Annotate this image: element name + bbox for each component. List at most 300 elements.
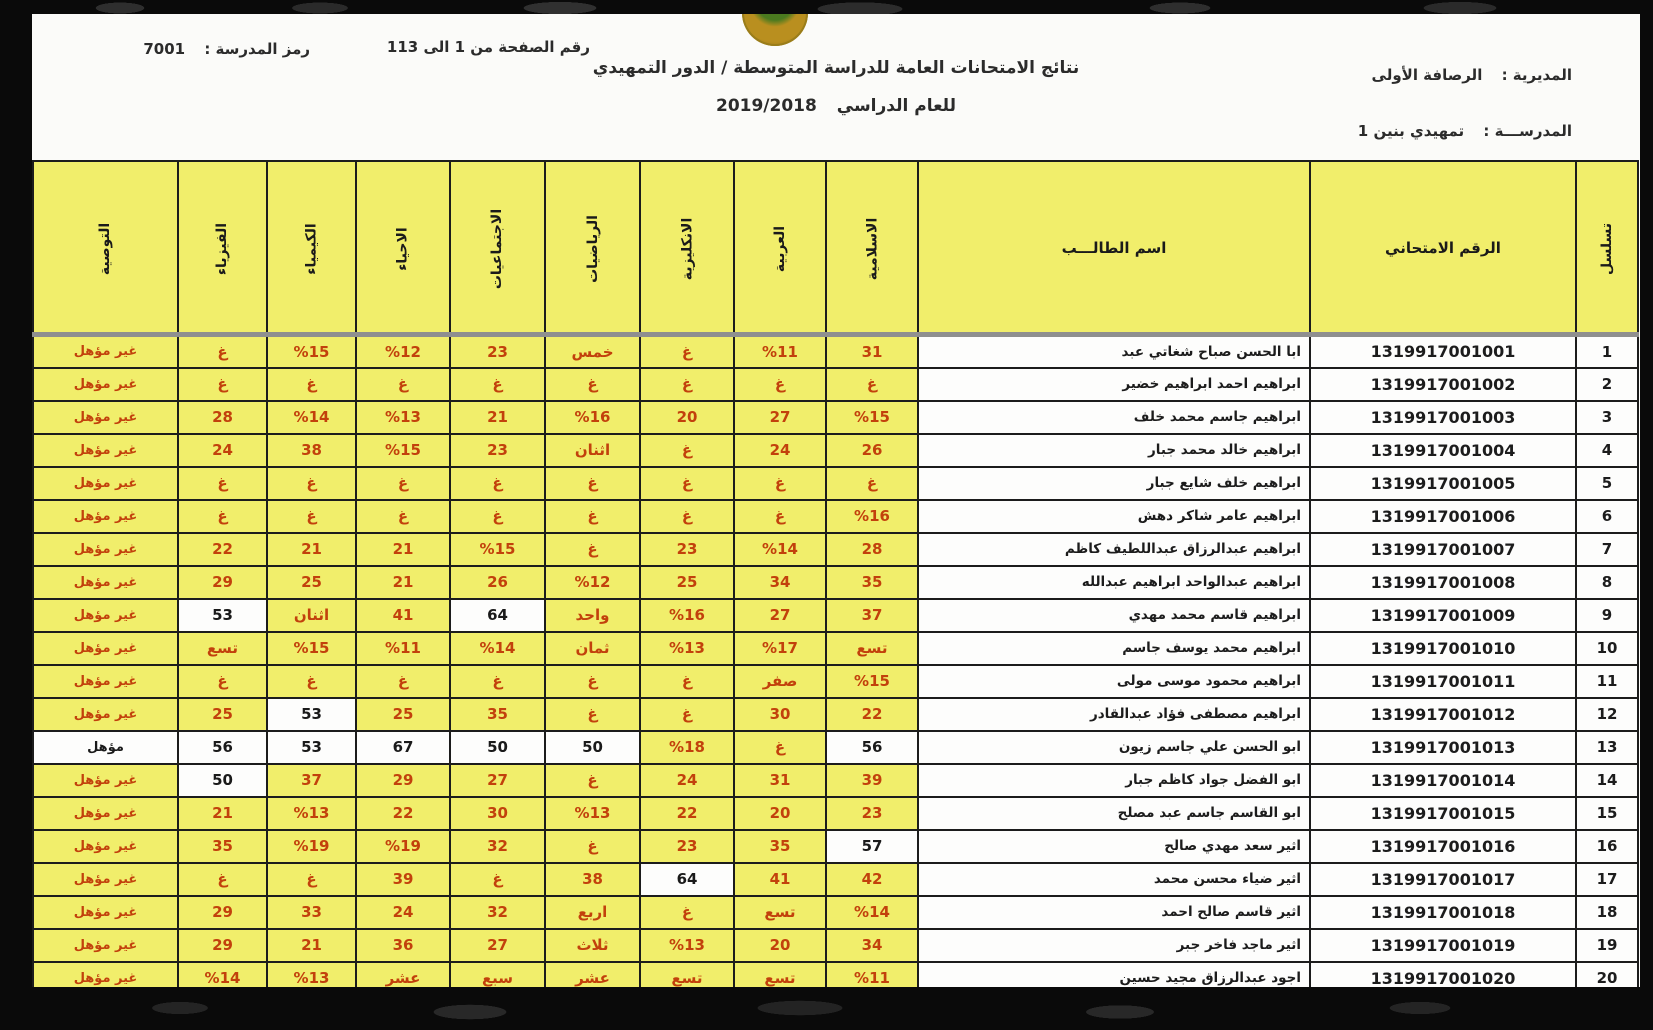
student-row <box>33 698 1638 731</box>
serial-cell: 3 <box>1576 401 1638 434</box>
serial-cell: 19 <box>1576 929 1638 962</box>
exam-number-cell: 1319917001003 <box>1310 401 1576 434</box>
school-code-value: 7001 <box>143 40 186 58</box>
score-cell-islamic: 39 <box>826 764 918 797</box>
student-name-cell: ابراهيم محمود موسى مولى <box>918 665 1310 698</box>
score-cell-physics: 28 <box>178 401 267 434</box>
score-cell-arabic: 31 <box>734 764 826 797</box>
recommendation-cell: غير مؤهل <box>33 665 178 698</box>
score-cell-islamic: 56 <box>826 731 918 764</box>
score-cell-english: غ <box>640 434 734 467</box>
score-cell-physics: 24 <box>178 434 267 467</box>
score-cell-physics: 50 <box>178 764 267 797</box>
student-name-cell: اثير ماجد فاخر جبر <box>918 929 1310 962</box>
score-cell-social: غ <box>450 665 545 698</box>
score-cell-english: غ <box>640 500 734 533</box>
column-header-social <box>450 161 545 335</box>
student-row <box>33 731 1638 764</box>
recommendation-cell: غير مؤهل <box>33 335 178 368</box>
serial-cell: 1 <box>1576 335 1638 368</box>
score-cell-biology: 25 <box>356 698 450 731</box>
recommendation-cell: غير مؤهل <box>33 632 178 665</box>
recommendation-cell: غير مؤهل <box>33 500 178 533</box>
student-row <box>33 533 1638 566</box>
score-cell-islamic: %16 <box>826 500 918 533</box>
score-cell-english: %18 <box>640 731 734 764</box>
score-cell-math: %13 <box>545 797 640 830</box>
score-cell-arabic: 27 <box>734 599 826 632</box>
score-cell-chemistry: 53 <box>267 731 356 764</box>
score-cell-chemistry: غ <box>267 467 356 500</box>
student-row <box>33 797 1638 830</box>
score-cell-chemistry: اثنان <box>267 599 356 632</box>
exam-number-cell: 1319917001009 <box>1310 599 1576 632</box>
recommendation-cell: غير مؤهل <box>33 764 178 797</box>
column-header-name <box>918 161 1310 335</box>
exam-number-cell: 1319917001005 <box>1310 467 1576 500</box>
score-cell-social: غ <box>450 368 545 401</box>
serial-cell: 4 <box>1576 434 1638 467</box>
score-cell-chemistry: 37 <box>267 764 356 797</box>
score-cell-arabic: غ <box>734 500 826 533</box>
student-row <box>33 764 1638 797</box>
score-cell-arabic: 35 <box>734 830 826 863</box>
score-cell-english: غ <box>640 335 734 368</box>
student-name-cell: اثير سعد مهدي صالح <box>918 830 1310 863</box>
column-header-label: الفيزياء <box>214 222 231 275</box>
score-cell-math: %12 <box>545 566 640 599</box>
recommendation-cell: غير مؤهل <box>33 533 178 566</box>
score-cell-arabic: 24 <box>734 434 826 467</box>
score-cell-social: 50 <box>450 731 545 764</box>
exam-number-cell: 1319917001015 <box>1310 797 1576 830</box>
serial-cell: 2 <box>1576 368 1638 401</box>
score-cell-arabic: 27 <box>734 401 826 434</box>
student-name-cell: اثير قاسم صالح احمد <box>918 896 1310 929</box>
student-name-cell: ابراهيم احمد ابراهيم خضير <box>918 368 1310 401</box>
exam-number-cell: 1319917001012 <box>1310 698 1576 731</box>
score-cell-social: 35 <box>450 698 545 731</box>
column-header-label: التوصية <box>97 222 114 275</box>
exam-number-cell: 1319917001008 <box>1310 566 1576 599</box>
academic-year-value: 2019/2018 <box>715 96 817 116</box>
score-cell-social: %15 <box>450 533 545 566</box>
score-cell-physics: 56 <box>178 731 267 764</box>
school-code-line <box>143 40 310 58</box>
exam-number-cell: 1319917001014 <box>1310 764 1576 797</box>
student-row <box>33 500 1638 533</box>
score-cell-islamic: 37 <box>826 599 918 632</box>
score-cell-english: غ <box>640 467 734 500</box>
recommendation-cell: غير مؤهل <box>33 401 178 434</box>
serial-cell: 15 <box>1576 797 1638 830</box>
exam-number-cell: 1319917001019 <box>1310 929 1576 962</box>
column-header-label: الاسلامية <box>864 217 880 280</box>
score-cell-physics: 29 <box>178 896 267 929</box>
score-cell-social: 32 <box>450 896 545 929</box>
score-cell-math: غ <box>545 665 640 698</box>
score-cell-arabic: %14 <box>734 533 826 566</box>
score-cell-chemistry: %15 <box>267 632 356 665</box>
score-cell-biology: غ <box>356 665 450 698</box>
score-cell-physics: 25 <box>178 698 267 731</box>
score-cell-biology: عشر <box>356 962 450 988</box>
score-cell-social: 23 <box>450 335 545 368</box>
score-cell-english: غ <box>640 665 734 698</box>
score-cell-islamic: 31 <box>826 335 918 368</box>
score-cell-islamic: %15 <box>826 401 918 434</box>
score-cell-physics: غ <box>178 335 267 368</box>
score-cell-social: 27 <box>450 929 545 962</box>
student-row <box>33 896 1638 929</box>
document-title: نتائج الامتحانات العامة للدراسة المتوسطة / الدور التمهيدي <box>592 58 1080 78</box>
score-cell-physics: تسع <box>178 632 267 665</box>
score-cell-math: اربع <box>545 896 640 929</box>
score-cell-arabic: غ <box>734 368 826 401</box>
column-header-exam_no <box>1310 161 1576 335</box>
score-cell-chemistry: 25 <box>267 566 356 599</box>
results-table <box>32 160 1639 987</box>
score-cell-chemistry: غ <box>267 863 356 896</box>
score-cell-chemistry: 21 <box>267 533 356 566</box>
student-name-cell: ابراهيم خلف شايع جبار <box>918 467 1310 500</box>
exam-number-cell: 1319917001017 <box>1310 863 1576 896</box>
score-cell-chemistry: 53 <box>267 698 356 731</box>
score-cell-english: غ <box>640 368 734 401</box>
exam-number-cell: 1319917001001 <box>1310 335 1576 368</box>
score-cell-english: 24 <box>640 764 734 797</box>
serial-cell: 17 <box>1576 863 1638 896</box>
header-row <box>33 161 1638 335</box>
score-cell-islamic: %14 <box>826 896 918 929</box>
school-name-value: تمهيدي بنين 1 <box>1357 122 1465 140</box>
score-cell-arabic: تسع <box>734 962 826 988</box>
serial-cell: 9 <box>1576 599 1638 632</box>
student-name-cell: ابا الحسن صباح شغاتي عبد <box>918 335 1310 368</box>
score-cell-chemistry: %19 <box>267 830 356 863</box>
serial-cell: 16 <box>1576 830 1638 863</box>
score-cell-social: 32 <box>450 830 545 863</box>
recommendation-cell: غير مؤهل <box>33 896 178 929</box>
score-cell-english: %13 <box>640 632 734 665</box>
score-cell-math: ثمان <box>545 632 640 665</box>
score-cell-math: غ <box>545 467 640 500</box>
score-cell-social: غ <box>450 863 545 896</box>
score-cell-english: 25 <box>640 566 734 599</box>
student-name-cell: ابراهيم مصطفى فؤاد عبدالقادر <box>918 698 1310 731</box>
column-header-label: تسلسل <box>1599 222 1615 275</box>
score-cell-islamic: 57 <box>826 830 918 863</box>
student-row <box>33 665 1638 698</box>
school-name-label: المدرســـة : <box>1483 122 1572 140</box>
score-cell-physics: غ <box>178 368 267 401</box>
serial-cell: 11 <box>1576 665 1638 698</box>
score-cell-social: 27 <box>450 764 545 797</box>
score-cell-math: 50 <box>545 731 640 764</box>
score-cell-social: 21 <box>450 401 545 434</box>
score-cell-arabic: تسع <box>734 896 826 929</box>
serial-cell: 7 <box>1576 533 1638 566</box>
column-header-label: الرياضيات <box>584 214 601 283</box>
score-cell-social: 26 <box>450 566 545 599</box>
score-cell-physics: %14 <box>178 962 267 988</box>
score-cell-arabic: 34 <box>734 566 826 599</box>
score-cell-physics: 29 <box>178 566 267 599</box>
score-cell-physics: 29 <box>178 929 267 962</box>
student-name-cell: ابو القاسم جاسم عبد مصلح <box>918 797 1310 830</box>
serial-cell: 18 <box>1576 896 1638 929</box>
column-header-recommendation <box>33 161 178 335</box>
score-cell-biology: غ <box>356 500 450 533</box>
column-header-islamic <box>826 161 918 335</box>
serial-cell: 10 <box>1576 632 1638 665</box>
exam-number-cell: 1319917001004 <box>1310 434 1576 467</box>
recommendation-cell: غير مؤهل <box>33 863 178 896</box>
exam-number-cell: 1319917001011 <box>1310 665 1576 698</box>
watermark-bottom <box>0 988 1653 1030</box>
score-cell-biology: غ <box>356 368 450 401</box>
score-cell-chemistry: 38 <box>267 434 356 467</box>
table-body <box>33 335 1638 988</box>
score-cell-social: %14 <box>450 632 545 665</box>
score-cell-math: عشر <box>545 962 640 988</box>
serial-cell: 14 <box>1576 764 1638 797</box>
recommendation-cell: غير مؤهل <box>33 434 178 467</box>
column-header-label: اسم الطالـــب <box>1061 238 1167 257</box>
score-cell-islamic: 22 <box>826 698 918 731</box>
score-cell-arabic: 30 <box>734 698 826 731</box>
score-cell-english: 64 <box>640 863 734 896</box>
score-cell-physics: 53 <box>178 599 267 632</box>
score-cell-arabic: غ <box>734 467 826 500</box>
score-cell-social: غ <box>450 467 545 500</box>
score-cell-arabic: صفر <box>734 665 826 698</box>
score-cell-english: %16 <box>640 599 734 632</box>
student-name-cell: اجود عبدالرزاق مجيد حسين <box>918 962 1310 988</box>
serial-cell: 8 <box>1576 566 1638 599</box>
score-cell-english: غ <box>640 896 734 929</box>
student-row <box>33 467 1638 500</box>
score-cell-chemistry: %14 <box>267 401 356 434</box>
score-cell-chemistry: 21 <box>267 929 356 962</box>
recommendation-cell: غير مؤهل <box>33 797 178 830</box>
score-cell-math: ثلاث <box>545 929 640 962</box>
recommendation-cell: غير مؤهل <box>33 962 178 988</box>
score-cell-biology: %11 <box>356 632 450 665</box>
directorate-value: الرصافة الأولى <box>1371 66 1483 84</box>
student-row <box>33 335 1638 368</box>
score-cell-biology: %19 <box>356 830 450 863</box>
exam-number-cell: 1319917001010 <box>1310 632 1576 665</box>
page-range: رقم الصفحة من 1 الى 113 <box>386 38 590 56</box>
student-name-cell: ابراهيم قاسم محمد مهدي <box>918 599 1310 632</box>
score-cell-english: 22 <box>640 797 734 830</box>
score-cell-physics: 22 <box>178 533 267 566</box>
student-name-cell: ابراهيم خالد محمد جبار <box>918 434 1310 467</box>
recommendation-cell: غير مؤهل <box>33 599 178 632</box>
score-cell-math: خمس <box>545 335 640 368</box>
exam-number-cell: 1319917001013 <box>1310 731 1576 764</box>
score-cell-physics: غ <box>178 467 267 500</box>
score-cell-physics: 35 <box>178 830 267 863</box>
student-name-cell: ابراهيم عامر شاكر دهش <box>918 500 1310 533</box>
score-cell-math: 38 <box>545 863 640 896</box>
exam-number-cell: 1319917001007 <box>1310 533 1576 566</box>
score-cell-chemistry: غ <box>267 665 356 698</box>
column-header-physics <box>178 161 267 335</box>
recommendation-cell: غير مؤهل <box>33 698 178 731</box>
column-header-label: الكيمياء <box>303 222 320 275</box>
recommendation-cell: غير مؤهل <box>33 929 178 962</box>
directorate-label: المديرية : <box>1501 66 1572 84</box>
academic-year-line <box>32 96 1640 116</box>
school-code-label: رمز المدرسة : <box>204 40 310 58</box>
student-row <box>33 632 1638 665</box>
score-cell-arabic: %11 <box>734 335 826 368</box>
column-header-biology <box>356 161 450 335</box>
score-cell-biology: %13 <box>356 401 450 434</box>
score-cell-biology: 39 <box>356 863 450 896</box>
student-row <box>33 929 1638 962</box>
student-row <box>33 830 1638 863</box>
score-cell-chemistry: %13 <box>267 797 356 830</box>
score-cell-chemistry: 33 <box>267 896 356 929</box>
score-cell-chemistry: %13 <box>267 962 356 988</box>
student-row <box>33 566 1638 599</box>
student-row <box>33 434 1638 467</box>
score-cell-math: غ <box>545 533 640 566</box>
score-cell-english: تسع <box>640 962 734 988</box>
score-cell-arabic: 20 <box>734 929 826 962</box>
score-cell-islamic: 26 <box>826 434 918 467</box>
column-header-label: العربية <box>771 225 788 272</box>
recommendation-cell: غير مؤهل <box>33 467 178 500</box>
recommendation-cell: غير مؤهل <box>33 830 178 863</box>
score-cell-social: سبع <box>450 962 545 988</box>
score-cell-math: %16 <box>545 401 640 434</box>
student-name-cell: ابو الحسن علي جاسم زيون <box>918 731 1310 764</box>
score-cell-math: غ <box>545 830 640 863</box>
score-cell-islamic: 28 <box>826 533 918 566</box>
score-cell-biology: غ <box>356 467 450 500</box>
score-cell-biology: %12 <box>356 335 450 368</box>
serial-cell: 12 <box>1576 698 1638 731</box>
score-cell-biology: 21 <box>356 533 450 566</box>
score-cell-social: غ <box>450 500 545 533</box>
column-header-arabic <box>734 161 826 335</box>
score-cell-math: غ <box>545 500 640 533</box>
results-document-page <box>32 14 1640 987</box>
score-cell-biology: 41 <box>356 599 450 632</box>
score-cell-english: 23 <box>640 830 734 863</box>
score-cell-social: 23 <box>450 434 545 467</box>
student-name-cell: ابو الفضل جواد كاظم جبار <box>918 764 1310 797</box>
score-cell-islamic: 35 <box>826 566 918 599</box>
serial-cell: 20 <box>1576 962 1638 988</box>
score-cell-english: %13 <box>640 929 734 962</box>
serial-cell: 13 <box>1576 731 1638 764</box>
recommendation-cell: غير مؤهل <box>33 566 178 599</box>
student-row <box>33 368 1638 401</box>
table-header <box>33 161 1638 335</box>
score-cell-biology: %15 <box>356 434 450 467</box>
score-cell-islamic: غ <box>826 368 918 401</box>
exam-number-cell: 1319917001016 <box>1310 830 1576 863</box>
score-cell-chemistry: غ <box>267 500 356 533</box>
column-header-label: الاحياء <box>394 226 411 271</box>
school-name-line <box>1358 122 1572 140</box>
score-cell-social: 64 <box>450 599 545 632</box>
serial-cell: 6 <box>1576 500 1638 533</box>
exam-number-cell: 1319917001018 <box>1310 896 1576 929</box>
student-name-cell: ابراهيم محمد يوسف جاسم <box>918 632 1310 665</box>
recommendation-cell: مؤهل <box>33 731 178 764</box>
score-cell-arabic: غ <box>734 731 826 764</box>
exam-number-cell: 1319917001020 <box>1310 962 1576 988</box>
score-cell-physics: غ <box>178 863 267 896</box>
ministry-emblem-logo <box>742 14 808 46</box>
score-cell-math: غ <box>545 764 640 797</box>
score-cell-islamic: تسع <box>826 632 918 665</box>
score-cell-chemistry: %15 <box>267 335 356 368</box>
score-cell-arabic: 20 <box>734 797 826 830</box>
score-cell-islamic: 42 <box>826 863 918 896</box>
score-cell-biology: 29 <box>356 764 450 797</box>
student-name-cell: ابراهيم عبدالرزاق عبداللطيف كاظم <box>918 533 1310 566</box>
score-cell-islamic: 23 <box>826 797 918 830</box>
column-header-english <box>640 161 734 335</box>
score-cell-math: اثنان <box>545 434 640 467</box>
student-name-cell: ابراهيم جاسم محمد خلف <box>918 401 1310 434</box>
score-cell-chemistry: غ <box>267 368 356 401</box>
score-cell-english: غ <box>640 698 734 731</box>
score-cell-arabic: %17 <box>734 632 826 665</box>
exam-number-cell: 1319917001006 <box>1310 500 1576 533</box>
score-cell-islamic: 34 <box>826 929 918 962</box>
score-cell-islamic: غ <box>826 467 918 500</box>
serial-cell: 5 <box>1576 467 1638 500</box>
student-row <box>33 401 1638 434</box>
score-cell-islamic: %11 <box>826 962 918 988</box>
student-row <box>33 962 1638 988</box>
column-header-label: الرقم الامتحاني <box>1385 238 1501 257</box>
score-cell-arabic: 41 <box>734 863 826 896</box>
score-cell-math: غ <box>545 698 640 731</box>
score-cell-math: واحد <box>545 599 640 632</box>
column-header-chemistry <box>267 161 356 335</box>
column-header-label: الاجتماعيات <box>489 208 506 289</box>
score-cell-math: غ <box>545 368 640 401</box>
score-cell-islamic: %15 <box>826 665 918 698</box>
academic-year-label: للعام الدراسي <box>836 96 956 116</box>
recommendation-cell: غير مؤهل <box>33 368 178 401</box>
score-cell-biology: 36 <box>356 929 450 962</box>
score-cell-biology: 22 <box>356 797 450 830</box>
student-name-cell: اثير ضياء محسن محمد <box>918 863 1310 896</box>
score-cell-biology: 67 <box>356 731 450 764</box>
score-cell-english: 20 <box>640 401 734 434</box>
column-header-math <box>545 161 640 335</box>
column-header-serial <box>1576 161 1638 335</box>
score-cell-physics: غ <box>178 665 267 698</box>
exam-number-cell: 1319917001002 <box>1310 368 1576 401</box>
student-row <box>33 863 1638 896</box>
score-cell-biology: 24 <box>356 896 450 929</box>
score-cell-physics: 21 <box>178 797 267 830</box>
score-cell-english: 23 <box>640 533 734 566</box>
student-name-cell: ابراهيم عبدالواحد ابراهيم عبدالله <box>918 566 1310 599</box>
directorate-line <box>1372 66 1572 84</box>
